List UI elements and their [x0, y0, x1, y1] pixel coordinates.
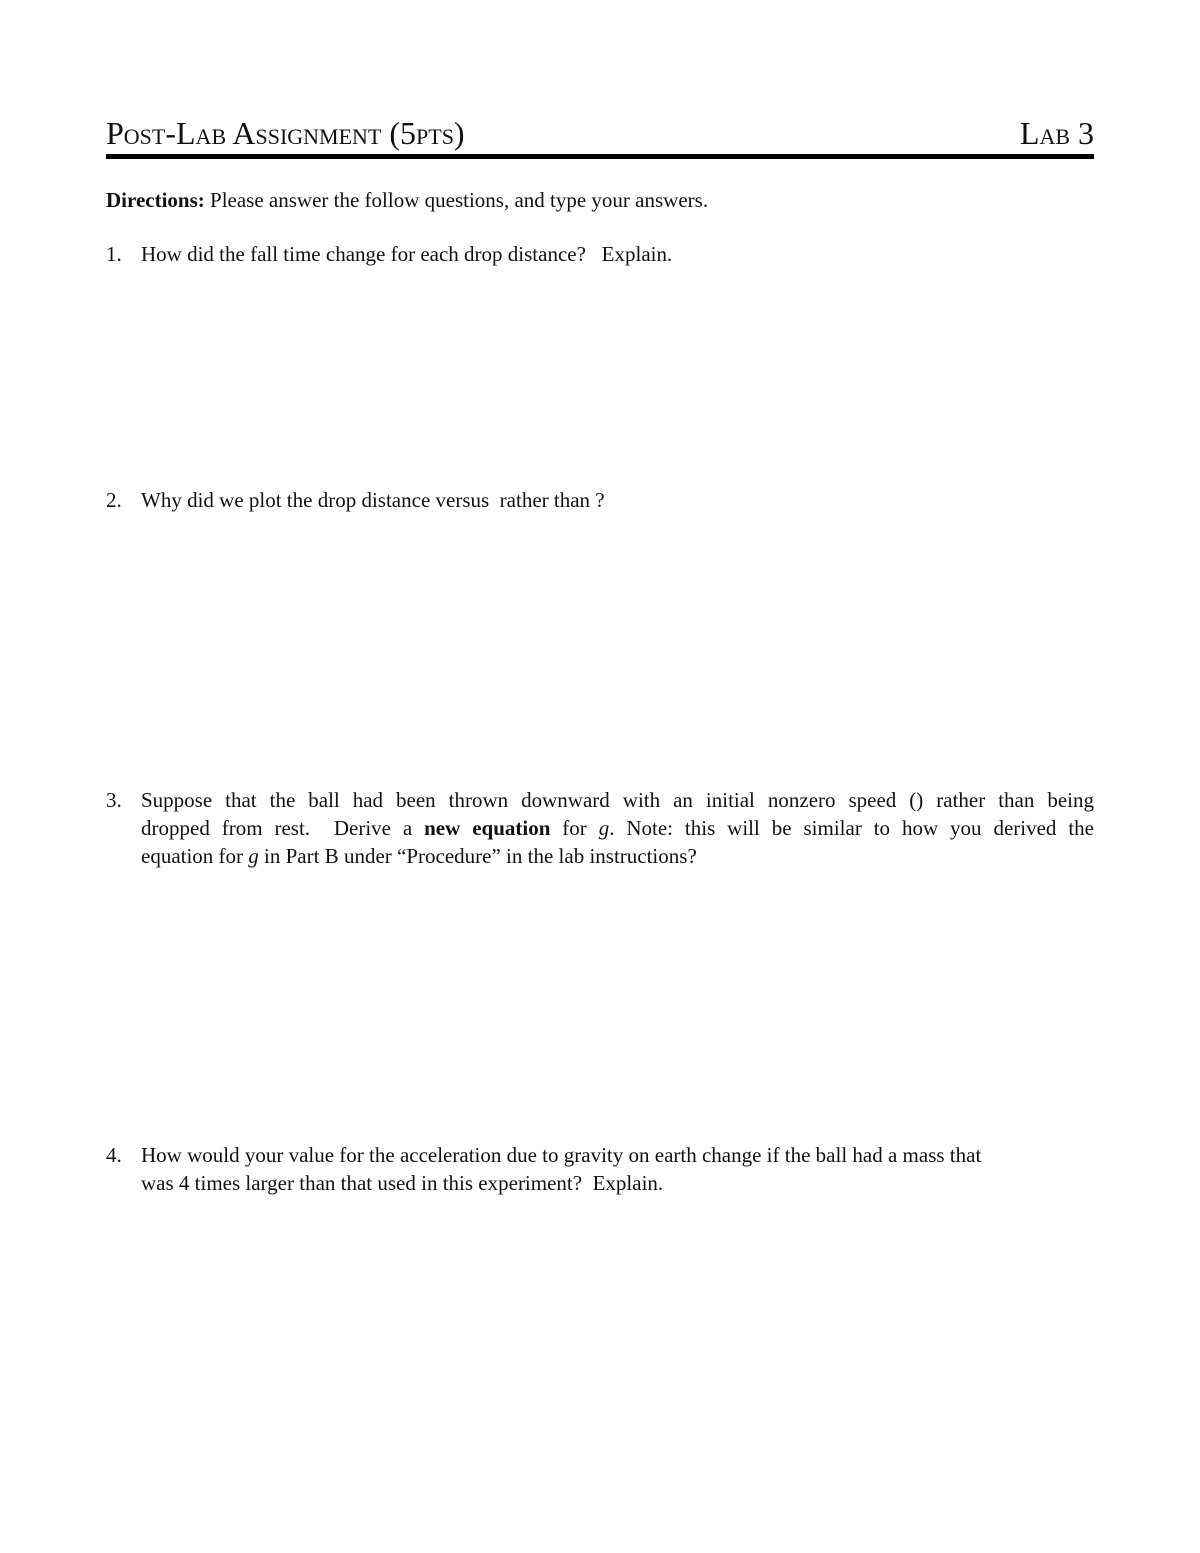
question-4 [106, 1141, 1094, 1197]
question-number: 4. [106, 1143, 122, 1167]
question-text-line-1: How would your value for the acceleration due to gravity on earth change if the ball had a mass that [141, 1143, 982, 1167]
directions-text: Please answer the follow questions, and type your answers. [210, 188, 709, 212]
question-number: 1. [106, 242, 122, 266]
bold-term: new equation [424, 816, 551, 840]
assignment-title: Post-Lab Assignment (5pts) [106, 115, 465, 151]
page-header [106, 113, 1094, 153]
question-number: 3. [106, 788, 122, 812]
question-text: How did the fall time change for each drop distance? Explain. [141, 242, 673, 266]
question-2 [106, 486, 1094, 514]
question-text-line-3 [141, 842, 1094, 870]
question-text: Why did we plot the drop distance versus rather than ? [141, 488, 605, 512]
question-number: 2. [106, 488, 122, 512]
variable-g: g [248, 844, 259, 868]
question-1 [106, 240, 1094, 268]
text-run: for [550, 816, 599, 840]
question-3 [106, 786, 1094, 870]
text-run: . Note: this will be similar to how you derived the [609, 816, 1094, 840]
variable-g: g [598, 816, 610, 840]
question-text-line-2: was 4 times larger than that used in this experiment? Explain. [141, 1171, 664, 1195]
directions [106, 186, 708, 214]
text-run: in Part B under “Procedure” in the lab instructions? [258, 844, 697, 868]
question-text-line-2 [141, 814, 1094, 842]
text-run: dropped from rest. Derive a [141, 816, 425, 840]
text-run: equation for [141, 844, 249, 868]
lab-number: Lab 3 [1019, 115, 1094, 151]
directions-label: Directions: [106, 188, 205, 212]
header-rule [106, 154, 1094, 159]
question-text-line-1: Suppose that the ball had been thrown downward with an initial nonzero speed () rather than being [141, 788, 1094, 812]
